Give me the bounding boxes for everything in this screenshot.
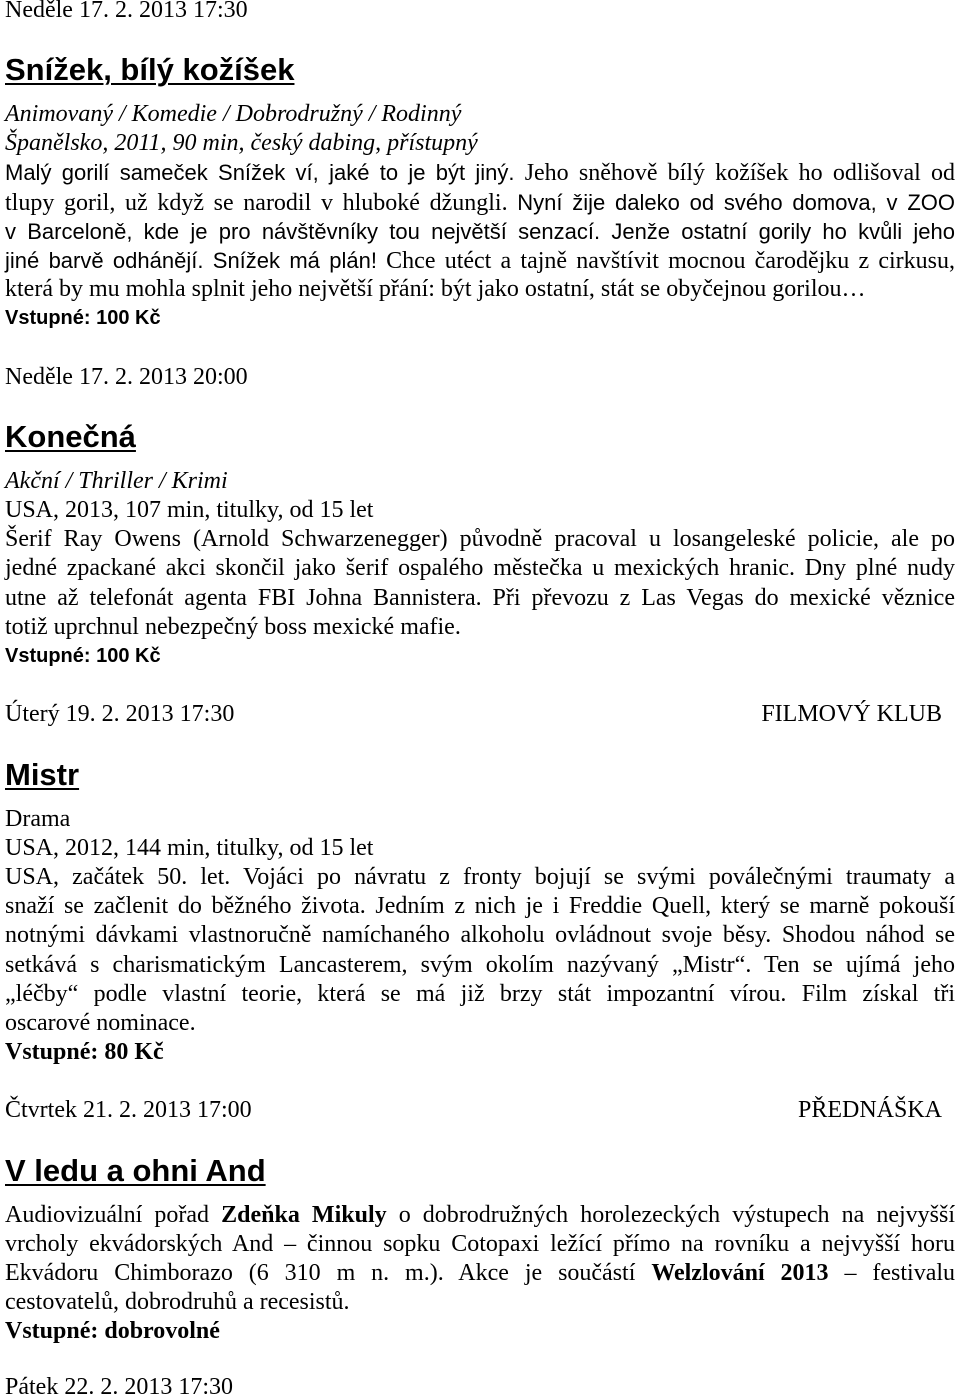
event-mistr bbox=[5, 700, 955, 1067]
event-v-ledu-a-ohni bbox=[5, 1096, 955, 1346]
description-line: notnými dávkami vlastnoručně namíchaného alkoholu ovládnout svoje běsy. Shodou náhod se bbox=[5, 922, 955, 949]
admission-price: Vstupné: 100 Kč bbox=[5, 307, 161, 330]
event-genre: Animovaný / Komedie / Dobrodružný / Rodinný bbox=[5, 101, 462, 127]
event-date: Neděle 17. 2. 2013 17:30 bbox=[5, 0, 248, 23]
description-text: tlupy goril, už když se narodil v hluboké džungli. bbox=[5, 189, 508, 216]
description-text: v Barceloně, kde je pro návštěvníky tou největší senzací. Jenže ostatní gorily ho kvůli jeho bbox=[5, 218, 955, 244]
description-line bbox=[5, 188, 955, 217]
description-line: oscarové nominace. bbox=[5, 1009, 196, 1036]
spacer bbox=[5, 671, 955, 700]
description-line bbox=[5, 1259, 955, 1288]
description-line: jedné zpackané akci skončil jako šerif ospalého městečka u mexických hranic. Dny plné nudy bbox=[5, 555, 955, 582]
description-text: o dobrodružných horolezeckých výstupech na nejvyšší bbox=[398, 1201, 956, 1228]
spacer bbox=[5, 1067, 955, 1096]
event-info: USA, 2013, 107 min, titulky, od 15 let bbox=[5, 497, 374, 524]
description-line bbox=[5, 1230, 955, 1259]
description-line: snaží se začlenit do běžného života. Jedním z nich je i Freddie Quell, který se marně pokouší bbox=[5, 893, 955, 920]
admission-price: Vstupné: dobrovolné bbox=[5, 1318, 220, 1345]
description-line: setkává s charismatickým Lancasterem, svým okolím nazývaný „Mistr“. Ten se ujímá jeho bbox=[5, 951, 955, 978]
event-date-row bbox=[5, 363, 955, 392]
event-konecna bbox=[5, 363, 955, 672]
next-event-date: Pátek 22. 2. 2013 17:30 bbox=[5, 1373, 233, 1400]
event-title: V ledu a ohni And bbox=[5, 1152, 266, 1188]
event-date: Úterý 19. 2. 2013 17:30 bbox=[5, 701, 235, 728]
description-text: Chce utéct a tajně navštívit mocnou čarodějku z cirkusu, bbox=[386, 247, 956, 274]
event-info: Španělsko, 2011, 90 min, český dabing, přístupný bbox=[5, 130, 478, 157]
event-genre: Drama bbox=[5, 805, 71, 832]
description-line bbox=[5, 1201, 955, 1230]
description-line: USA, začátek 50. let. Vojáci po návratu z fronty bojují se svými poválečnými traumaty a bbox=[5, 863, 955, 890]
description-text: – festivalu bbox=[844, 1260, 956, 1286]
description-text: Audiovizuální pořad bbox=[5, 1201, 210, 1228]
description-text: Jeho sněhově bílý kožíšek ho odlišoval od bbox=[524, 160, 955, 187]
admission-price: Vstupné: 100 Kč bbox=[5, 645, 161, 667]
spacer bbox=[5, 1347, 955, 1376]
event-genre: Akční / Thriller / Krimi bbox=[5, 467, 228, 494]
description-text: Malý gorilí sameček Snížek ví, jaké to je být jiný. bbox=[5, 160, 515, 186]
description-line bbox=[5, 275, 955, 304]
event-title: Mistr bbox=[5, 756, 80, 792]
event-category-tag: FILMOVÝ KLUB bbox=[761, 701, 942, 728]
event-date-row bbox=[5, 1096, 955, 1125]
event-date-row bbox=[5, 0, 955, 23]
description-text: vrcholy ekvádorských And – činnou sopku Cotopaxi ležící přímo na rovníku a nejvyšší horu bbox=[5, 1230, 955, 1257]
description-line: totiž uprchnul nebezpečný boss mexické mafie. bbox=[5, 613, 461, 640]
description-line bbox=[5, 158, 955, 187]
event-date: Čtvrtek 21. 2. 2013 17:00 bbox=[5, 1097, 252, 1124]
event-date: Neděle 17. 2. 2013 20:00 bbox=[5, 363, 248, 390]
description-text: jiné barvě odhánějí. Snížek má plán! bbox=[5, 247, 377, 273]
event-category-tag: PŘEDNÁŠKA bbox=[797, 1097, 942, 1124]
description-bold-text: Zdeňka Mikuly bbox=[221, 1201, 387, 1228]
admission-price: Vstupné: 80 Kč bbox=[5, 1039, 164, 1066]
event-title: Snížek, bílý kožíšek bbox=[5, 52, 295, 87]
description-text: cestovatelů, dobrodruhů a recesistů. bbox=[5, 1289, 350, 1316]
description-line: „léčby“ podle vlastní teorie, která se má již brzy stát impozantní vírou. Film získal tři bbox=[5, 980, 955, 1007]
description-line bbox=[5, 1288, 955, 1317]
description-line: utne až telefonát agenta FBI Johna Bannistera. Při převozu z Las Vegas do mexické věznice bbox=[5, 584, 955, 611]
event-snizek bbox=[5, 0, 955, 334]
description-text: Ekvádoru Chimborazo (6 310 m n. m.). Akce je součástí bbox=[5, 1260, 636, 1286]
spacer bbox=[5, 334, 955, 363]
description-line: Šerif Ray Owens (Arnold Schwarzenegger) původně pracoval u losangeleské policie, ale po bbox=[5, 526, 955, 553]
event-date-row bbox=[5, 700, 955, 729]
description-bold-text: Welzlování 2013 bbox=[651, 1260, 829, 1286]
description-line bbox=[5, 217, 955, 246]
description-line bbox=[5, 246, 955, 275]
description-text: Nyní žije daleko od svého domova, v ZOO bbox=[517, 189, 955, 215]
description-text: která by mu mohla splnit jeho největší přání: být jako ostatní, stát se obyčejnou gorilou… bbox=[5, 276, 866, 303]
event-title: Konečná bbox=[5, 418, 136, 454]
event-info: USA, 2012, 144 min, titulky, od 15 let bbox=[5, 834, 374, 861]
